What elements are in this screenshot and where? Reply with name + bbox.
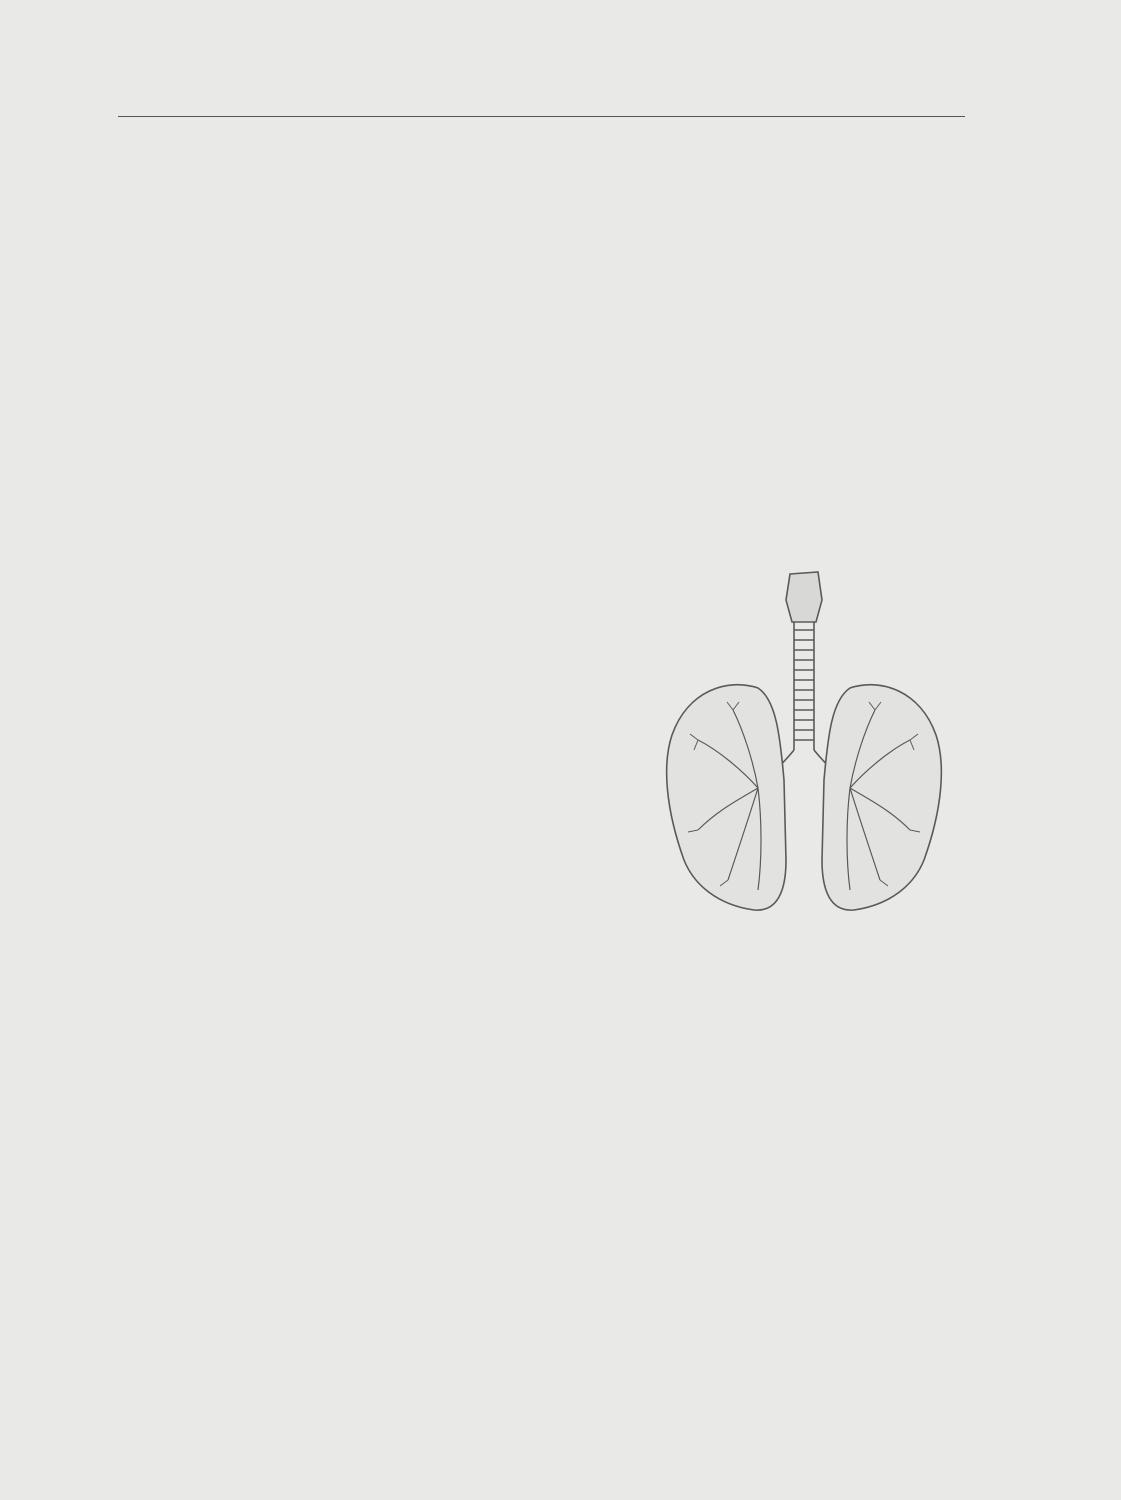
header-rule (118, 116, 965, 117)
lungs-figure (658, 560, 948, 960)
lungs-illustration-icon (658, 560, 948, 960)
running-head (118, 88, 968, 114)
